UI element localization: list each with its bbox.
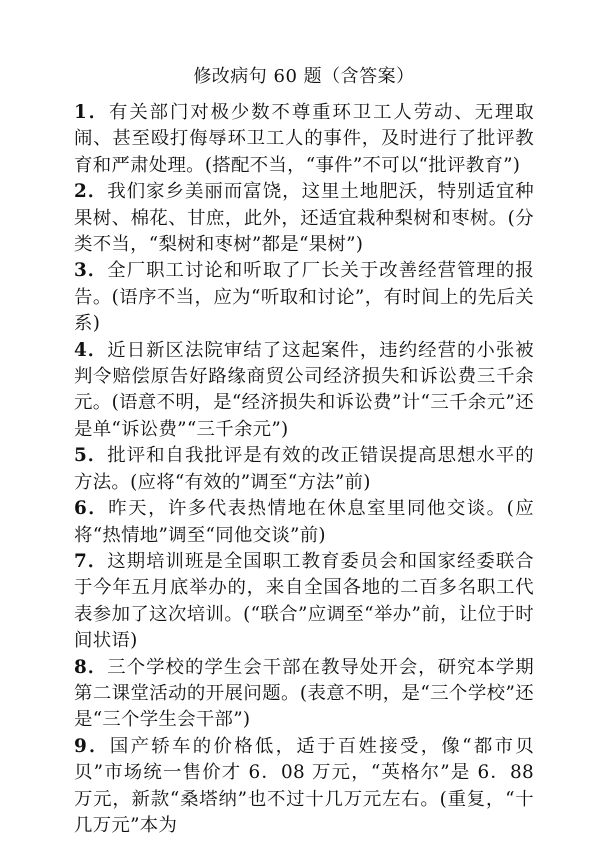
question-item-2 xyxy=(74,179,534,258)
question-text: 全厂职工讨论和听取了厂长关于改善经营管理的报告。(语序不当，应为“听取和讨论”，有时间上的先后关系) xyxy=(74,260,534,335)
document-title: 修改病句 60 题（含答案） xyxy=(193,66,415,87)
question-text: 批评和自我批评是有效的改正错误提高思想水平的方法。(应将“有效的”调至“方法”前) xyxy=(74,445,534,493)
question-text: 有关部门对极少数不尊重环卫工人劳动、无理取闹、甚至殴打侮辱环卫工人的事件，及时进行了批评教育和严肃处理。(搭配不当，“事件”不可以“批评教育”) xyxy=(74,102,534,176)
question-number: 5． xyxy=(74,445,108,467)
question-text: 昨天，许多代表热情地在休息室里同他交谈。(应将“热情地”调至“同他交谈”前) xyxy=(74,498,534,546)
question-text: 近日新区法院审结了这起案件，违约经营的小张被判令赔偿原告好路缘商贸公司经济损失和诉讼费三千余元。(语意不明，是“经济损失和诉讼费”计“三千余元”还是单“诉讼费”“三千余元”) xyxy=(74,339,534,440)
question-text: 三个学校的学生会干部在教导处开会，研究本学期第二课堂活动的开展问题。(表意不明，是“三个学校”还是“三个学生会干部”) xyxy=(74,656,534,731)
question-text: 这期培训班是全国职工教育委员会和国家经委联合于今年五月底举办的，来自全国各地的二百多名职工代表参加了这次培训。(“联合”应调至“举办”前，让位于时间状语) xyxy=(74,550,534,652)
question-item-9 xyxy=(74,734,534,840)
question-item-4 xyxy=(74,338,534,444)
question-number: 2． xyxy=(74,181,108,203)
question-item-6 xyxy=(74,496,534,549)
question-text: 我们家乡美丽而富饶，这里土地肥沃，特别适宜种果树、棉花、甘庶，此外，还适宜栽种梨树和枣树。(分类不当，“梨树和枣树”都是“果树”) xyxy=(74,181,534,256)
question-text: 国产轿车的价格低，适于百姓接受，像“都市贝贝”市场统一售价才 6．08 万元，“英格尔”是 6．88 万元，新款“桑塔纳”也不过十几万元左右。(重复，“十几万元”本为 xyxy=(74,735,534,836)
question-item-3 xyxy=(74,258,534,337)
question-item-1 xyxy=(74,100,534,179)
question-number: 1． xyxy=(74,102,110,123)
question-number: 4． xyxy=(74,339,108,361)
question-item-8 xyxy=(74,655,534,734)
question-number: 9． xyxy=(74,735,110,757)
question-number: 6． xyxy=(74,498,109,520)
question-item-5 xyxy=(74,443,534,496)
question-number: 3． xyxy=(74,260,108,282)
question-list xyxy=(74,100,534,839)
question-item-7 xyxy=(74,549,534,655)
question-number: 7． xyxy=(74,550,108,572)
question-number: 8． xyxy=(74,656,108,678)
